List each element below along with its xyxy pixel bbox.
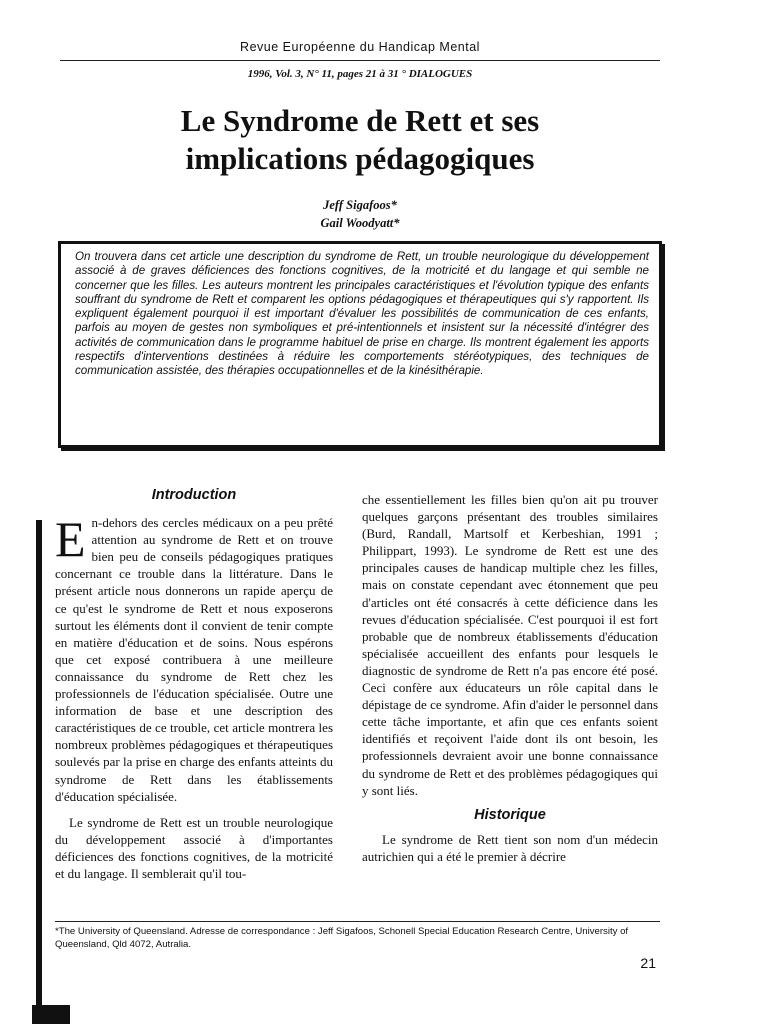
intro-paragraph-1 [55,511,333,805]
column-left [55,487,333,882]
authors [60,196,660,232]
intro-paragraph-1-text: n-dehors des cercles médicaux on a peu prêté attention au syndrome de Rett et on trouve bien peu de conseils pédagogiques pratiques concernant ce trouble dans la littérature. Dans le présent article nous donnerons un rapide aperçu de ce qu'est le syndrome de Rett et nous exposerons surtout les éléments dont il convient de tenir compte en matière d'éducation et de soins. Nous espérons que cet exposé contribuera à une meilleure connaissance du syndrome de Rett chez les professionnels de l'éducation spécialisée. Outre une information de base et une description des caractéristiques de ce trouble, cet article montrera les nombreux problèmes pédagogiques et thérapeutiques soulevés par la prise en charge des enfants atteints du syndrome de Rett dans les établissements d'éducation spécialisée. [55,515,333,804]
right-paragraph-1: che essentiellement les filles bien qu'on ait pu trouver quelques garçons présentant des troubles similaires (Burd, Randall, Martsolf et Kerbeshian, 1991 ; Philippart, 1993). Le syndrome de Rett est une des principales causes de handicap multiple chez les filles, mais on constate cependant avec étonnement que peu d'articles ont été consacrés à cette déficience dans les revues d'éducation spécialisée. C'est pourquoi il est fort probable que de nombreux établissements d'éducation spécialisée accueillent des enfants pour lesquels le diagnostic de syndrome de Rett n'a pas encore été posé. Ceci confère aux éducateurs un rôle capital dans le dépistage de ce syndrome. Afin d'aider le personnel dans cette tâche importante, et afin que ces enfants soient identifiés et reçoivent l'aide dont ils ont besoin, les professionnels devraient avoir une bonne connaissance du syndrome de Rett et des problèmes pédagogiques qui y sont liés. [362,492,658,798]
title-line-2: implications pédagogiques [185,141,535,176]
header-rule [60,60,660,61]
issue-info: 1996, Vol. 3, N° 11, pages 21 à 31 ° DIALOGUES [247,68,473,80]
historique-paragraph-1: Le syndrome de Rett tient son nom d'un médecin autrichien qui a été le premier à décrire [362,831,658,864]
footnote: *The University of Queensland. Adresse de correspondance : Jeff Sigafoos, Schonell Special Education Research Centre, University of Queensland, Qld 4072, Autralia. [55,926,629,950]
intro-paragraph-2: Le syndrome de Rett est un trouble neurologique du développement associé à d'importantes déficiences des fonctions cognitives, de la motricité et du langage. Il semblerait qu'il tou- [55,814,333,881]
title-line-1: Le Syndrome de Rett et ses [180,103,540,138]
column-right [362,491,658,865]
historique-heading: Historique [474,806,546,823]
author-1: Jeff Sigafoos* [323,198,397,212]
binding-shadow-foot [32,1005,70,1024]
binding-shadow [36,520,42,1020]
author-2: Gail Woodyatt* [320,216,400,230]
abstract-text: On trouvera dans cet article une description du syndrome de Rett, un trouble neurologique du développement associé à de graves déficiences des fonctions cognitives, de la motricité et du langage et qui semble ne concerner que les filles. Les auteurs montrent les principales caractéristiques et l'évolution typique des enfants souffrant du syndrome de Rett et comparent les options pédagogiques et thérapeutiques qui s'y rapportent. Ils expliquent également pourquoi il est important d'évaluer les possibilités de communication de ces enfants, parfois au moyen de gestes non symboliques et pré-intentionnels et insistent sur la nécessité d'intégrer des activités de communication dans le programme habituel de prise en charge. Ils montrent également les apports respectifs d'interventions destinées à réduire les comportements stéréotypiques, des techniques de communication assistée, des thérapies occupationnelles et de la kinésithérapie. [75,250,649,378]
article-title [60,102,660,178]
page-number: 21 [640,955,656,971]
footnote-rule [55,921,660,922]
introduction-heading: Introduction [151,487,237,503]
abstract-box [58,241,662,448]
journal-name: Revue Européenne du Handicap Mental [240,40,480,54]
drop-cap: E [55,511,86,568]
